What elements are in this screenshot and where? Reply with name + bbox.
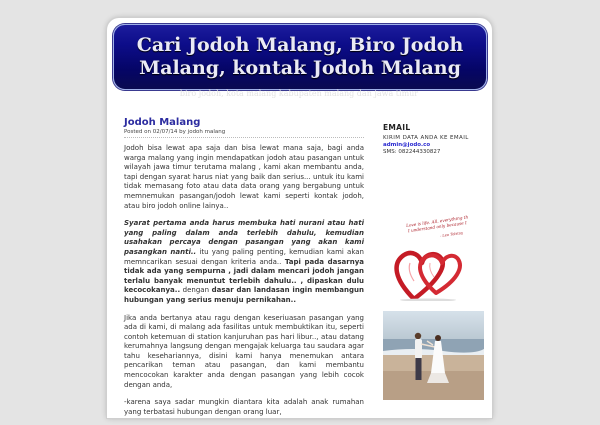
svg-text:Love is life. All, everything: Love is life. All, everything that <box>405 213 468 229</box>
emphasis-italic: Syarat pertama anda harus membuka hati nurani atau hati yang paling dalam anda terlebih dahulu, kemudian usahakan percaya dengan pasangan yang akan kami pasangkan nanti.. <box>124 219 364 256</box>
svg-text:- Leo Tolstoy: - Leo Tolstoy <box>439 230 464 239</box>
hearts-image <box>388 213 468 301</box>
sidebar-sms: SMS: 082244330827 <box>383 149 441 155</box>
sidebar <box>383 123 483 156</box>
svg-text:I understand only because I lo: I understand only because I <box>407 220 467 234</box>
main-content <box>124 117 364 425</box>
emphasis-plain: dengan <box>180 286 212 295</box>
couple-on-beach-icon <box>383 311 484 400</box>
hearts-icon <box>388 213 468 301</box>
sidebar-email-link[interactable]: admin@jodo.co <box>383 142 431 148</box>
couple-photo <box>383 311 484 400</box>
post-paragraph: Jodoh bisa lewat apa saja dan bisa lewat mana saja, bagi anda warga malang yang ingin mendapatkan jodoh atau pasangan untuk wilayah jawa timur terutama malang , kami akan membantu anda, tapi dengan syarat harus niat yang baik dan serius... untuk itu kami tidak memasang foto atau data data orang yang bergabung untuk memnemukan pasangan/jodoh lewat kami seperti kontak jodoh, atau biro jodoh online lainya.. <box>124 144 364 210</box>
post-meta: Posted on 02/07/14 by jodoh malang <box>124 129 364 138</box>
post-title[interactable]: Jodoh Malang <box>124 117 201 128</box>
site-title[interactable]: Cari Jodoh Malang, Biro Jodoh Malang, kontak Jodoh Malang <box>136 34 464 79</box>
site-tagline: biro jodoh, kota malang kabupaten malang dan jawa timur <box>179 89 419 98</box>
post-paragraph: -karena saya sadar mungkin diantara kita adalah anak rumahan yang terbatasi hubungan dengan orang luar, <box>124 398 364 416</box>
site-header <box>113 24 487 90</box>
post-paragraph-emphasis <box>124 219 364 305</box>
post-body <box>124 144 364 417</box>
sidebar-text: KIRIM DATA ANDA KE EMAIL <box>383 135 469 141</box>
emphasis-bold: Tapi pada dasarnya tidak ada yang sempurna , jadi dalam mencari jodoh jangan terlalu banyak menuntut terlebih dahulu.. , dipaskan dulu kecocokanya.. <box>124 257 364 295</box>
emphasis-bold: dasar dan landasan ingin membangun hubungan yang serius menuju pernikahan.. <box>124 286 364 304</box>
emphasis-plain: itu yang paling penting, kemudian kami akan memncarikan sesuai dengan kriteria anda.. <box>124 247 364 266</box>
sidebar-heading: EMAIL <box>383 123 411 132</box>
post-paragraph: Jika anda bertanya atau ragu dengan keseriuasan pasangan yang ada di kami, di malang ada fasilitas untuk membuktikan itu, seperti contoh ketemuan di station kanjuruhan pas hari libur.., atau datang kerumahnya langsung dengan mengajak keluarga tau saudara agar tahu kesehariannya, disini kami hanya menemukan antara pencarikan teman atau pasangan, dan kami membantu mencocokan karakter anda dengan pasangan yang lebih cocok dengan anda, <box>124 313 364 389</box>
